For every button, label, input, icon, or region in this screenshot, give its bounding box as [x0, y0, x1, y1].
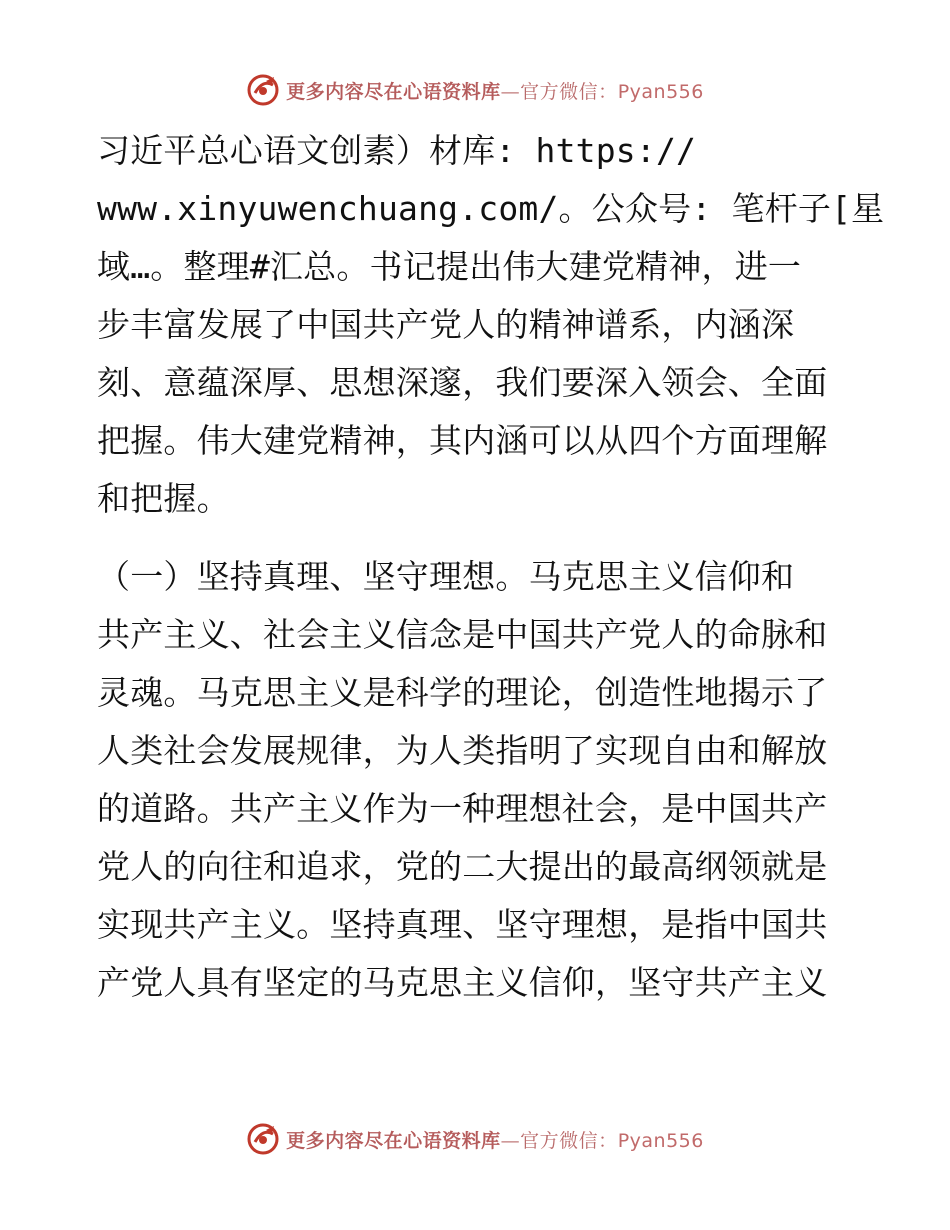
banner-text [286, 77, 704, 104]
banner-text [286, 1126, 704, 1153]
paragraph-2 [97, 548, 857, 1012]
text-line: 刻、意蕴深厚、思想深邃，我们要深入领会、全面 [97, 363, 828, 402]
banner-wechat-label: 官方微信： [520, 80, 618, 103]
footer-banner [0, 1119, 950, 1159]
text-line: 灵魂。马克思主义是科学的理论，创造性地揭示了 [97, 673, 828, 712]
banner-dash: — [500, 80, 521, 103]
banner-wechat-label: 官方微信： [520, 1129, 618, 1152]
banner-brand: 更多内容尽在心语资料库 [286, 80, 501, 103]
banner-wechat-id: Pyan556 [617, 1129, 704, 1152]
text-line: 产党人具有坚定的马克思主义信仰，坚守共产主义 [97, 963, 828, 1002]
text-line: 把握。伟大建党精神，其内涵可以从四个方面理解 [97, 421, 828, 460]
banner-dash: — [500, 1129, 521, 1152]
text-line: 和把握。 [97, 479, 230, 518]
text-line: （一）坚持真理、坚守理想。马克思主义信仰和 [97, 557, 795, 596]
document-body [97, 122, 885, 1012]
header-banner [0, 70, 950, 110]
text-line: 的道路。共产主义作为一种理想社会，是中国共产 [97, 789, 828, 828]
text-line: 实现共产主义。坚持真理、坚守理想，是指中国共 [97, 905, 828, 944]
text-line: 人类社会发展规律，为人类指明了实现自由和解放 [97, 731, 828, 770]
text-line: 步丰富发展了中国共产党人的精神谱系，内涵深 [97, 305, 795, 344]
text-line: 党人的向往和追求，党的二大提出的最高纲领就是 [97, 847, 828, 886]
text-line: 习近平总心语文创素）材库: https:// [97, 131, 697, 170]
paragraph-gap [97, 528, 857, 548]
paragraph-1 [97, 122, 885, 528]
text-line: www.xinyuwenchuang.com/。公众号: 笔杆子[星 [97, 189, 885, 228]
text-line: 共产主义、社会主义信念是中国共产党人的命脉和 [97, 615, 828, 654]
banner-brand: 更多内容尽在心语资料库 [286, 1129, 501, 1152]
library-logo-icon [246, 73, 280, 107]
text-line: 域…。整理#汇总。书记提出伟大建党精神，进一 [97, 247, 802, 286]
banner-wechat-id: Pyan556 [617, 80, 704, 103]
library-logo-icon [246, 1122, 280, 1156]
